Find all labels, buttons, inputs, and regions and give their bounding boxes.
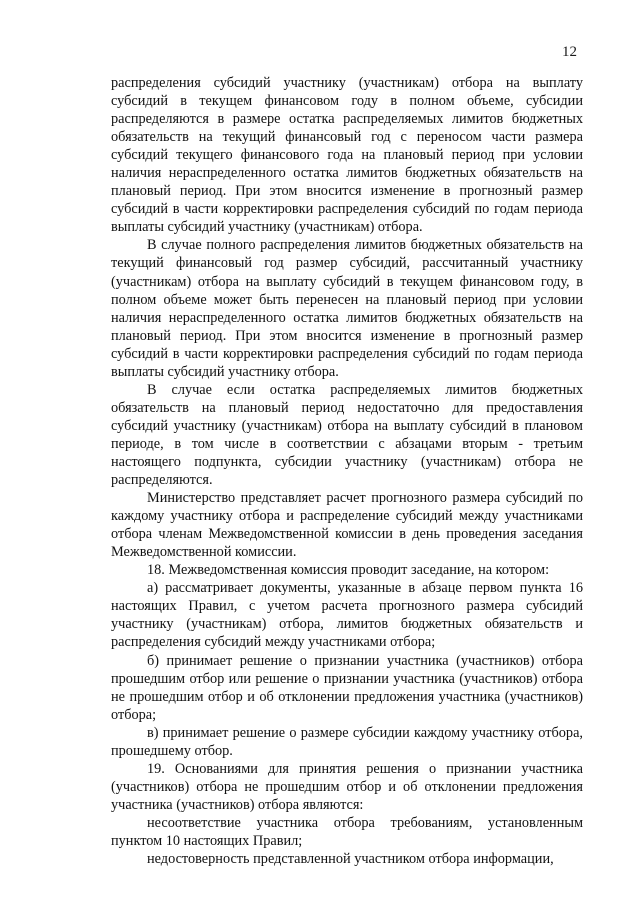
paragraph-insufficient-limits: В случае если остатка распределяемых лимитов бюджетных обязательств на плановый период недостаточно для предоставления субсидий участнику (участникам) отбора на выплату субсидий в плановом периоде, в том числе в соответствии с абзацами вторым - третьим настоящего подпункта, субсидии участнику (участникам) отбора не распределяются.	[111, 381, 583, 489]
paragraph-item-18: 18. Межведомственная комиссия проводит заседание, на котором:	[147, 562, 550, 579]
paragraph-continuation: распределения субсидий участнику (участникам) отбора на выплату субсидий в текущем финансовом году в полном объеме, субсидии распределяются в размере остатка распределяемых лимитов бюджетных обязательств на текущий финансовый год с переносом части размера субсидий текущего финансового года на плановый период при условии наличия нераспределенного остатка лимитов бюджетных обязательств на плановый период. При этом вносится изменение в прогнозный размер субсидий в части корректировки распределения субсидий по годам периода выплаты субсидий участнику (участникам) отбора.	[111, 75, 583, 236]
paragraph-item-18v: в) принимает решение о размере субсидии каждому участнику отбора, прошедшему отбор.	[111, 724, 583, 759]
paragraph-item-18a: а) рассматривает документы, указанные в абзаце первом пункта 16 настоящих Правил, с учетом расчета прогнозного размера субсидий участнику (участникам) отбора, лимитов бюджетных обязательств и распределения субсидий между участниками отбора;	[111, 580, 583, 651]
document-body	[111, 74, 583, 868]
page-number: 12	[562, 44, 577, 60]
paragraph-noncompliance: несоответствие участника отбора требованиям, установленным пунктом 10 настоящих Правил;	[111, 814, 583, 849]
paragraph-unreliable-info: недостоверность представленной участником отбора информации,	[147, 851, 554, 868]
paragraph-item-18b: б) принимает решение о признании участника (участников) отбора прошедшим отбор или решение о признании участника (участников) отбора не прошедшим отбор и об отклонении предложения участника (участников) отбора;	[111, 652, 583, 723]
paragraph-item-19: 19. Основаниями для принятия решения о признании участника (участников) отбора не прошедшим отбор и об отклонении предложения участника (участников) отбора являются:	[111, 760, 583, 813]
paragraph-ministry-calculation: Министерство представляет расчет прогнозного размера субсидий по каждому участнику отбора и распределение субсидий между участниками отбора членам Межведомственной комиссии в день проведения заседания Межведомственной комиссии.	[111, 490, 583, 561]
paragraph-full-distribution: В случае полного распределения лимитов бюджетных обязательств на текущий финансовый год размер субсидий, рассчитанный участнику (участникам) отбора на выплату субсидий в текущем финансовом году, в полном объеме может быть перенесен на плановый период при условии наличия нераспределенного остатка лимитов бюджетных обязательств на плановый период. При этом вносится изменение в прогнозный размер субсидий в части корректировки распределения субсидий по годам периода выплаты субсидий участнику отбора.	[111, 237, 583, 380]
